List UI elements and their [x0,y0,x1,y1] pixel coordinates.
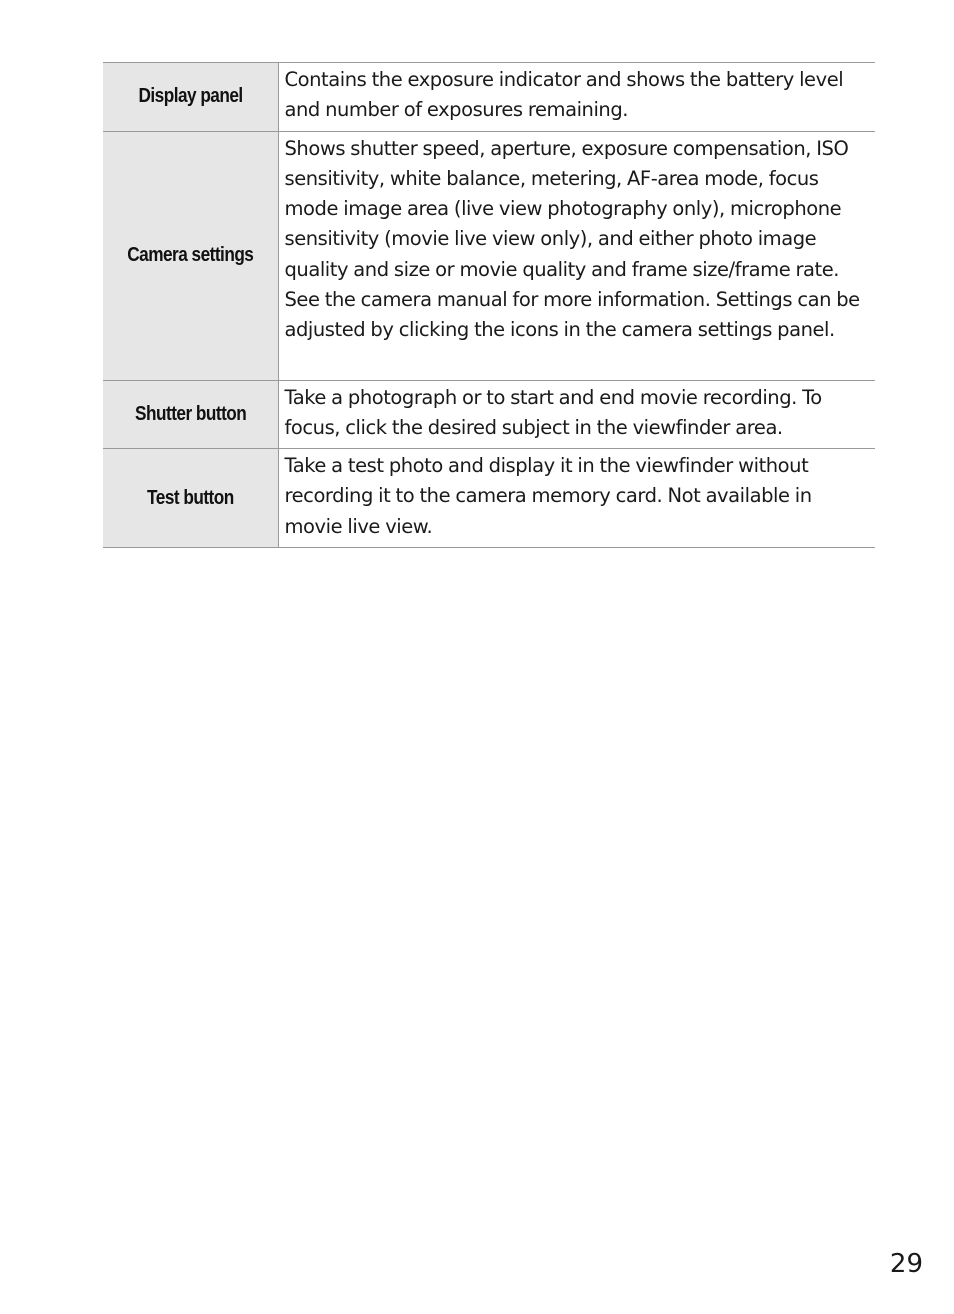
term-label: Test button [146,486,234,509]
description-cell: Take a test photo and display it in the viewfinder without recording it to the camera memory card. Not available in movie live view. [284,454,812,538]
term-cell [103,131,278,380]
term-cell [103,380,278,449]
term-label: Shutter button [134,402,246,425]
description-cell: Shows shutter speed, aperture, exposure compensation, ISO sensitivity, white balance, metering, AF-area mode, focus mode image area (live view photography only), microphone sensitivity (movie live view only), and either photo image quality and size or movie quality and frame size/frame rate. See the camera manual for more information. Settings can be adjusted by clicking the icons in the camera settings panel. [284,136,860,342]
page-number: 29 [889,1249,923,1279]
term-cell [103,449,278,548]
description-cell: Take a photograph or to start and end movie recording. To focus, click the desired subject in the viewfinder area. [284,385,822,439]
table-row [103,63,875,132]
term-label: Display panel [138,85,243,108]
reference-table [103,62,875,548]
description-cell: Contains the exposure indicator and shows the battery level and number of exposures remaining. [284,68,844,122]
term-label: Camera settings [127,244,254,267]
table-row [103,131,875,380]
table-row [103,449,875,548]
table-row [103,380,875,449]
term-cell [103,63,278,132]
